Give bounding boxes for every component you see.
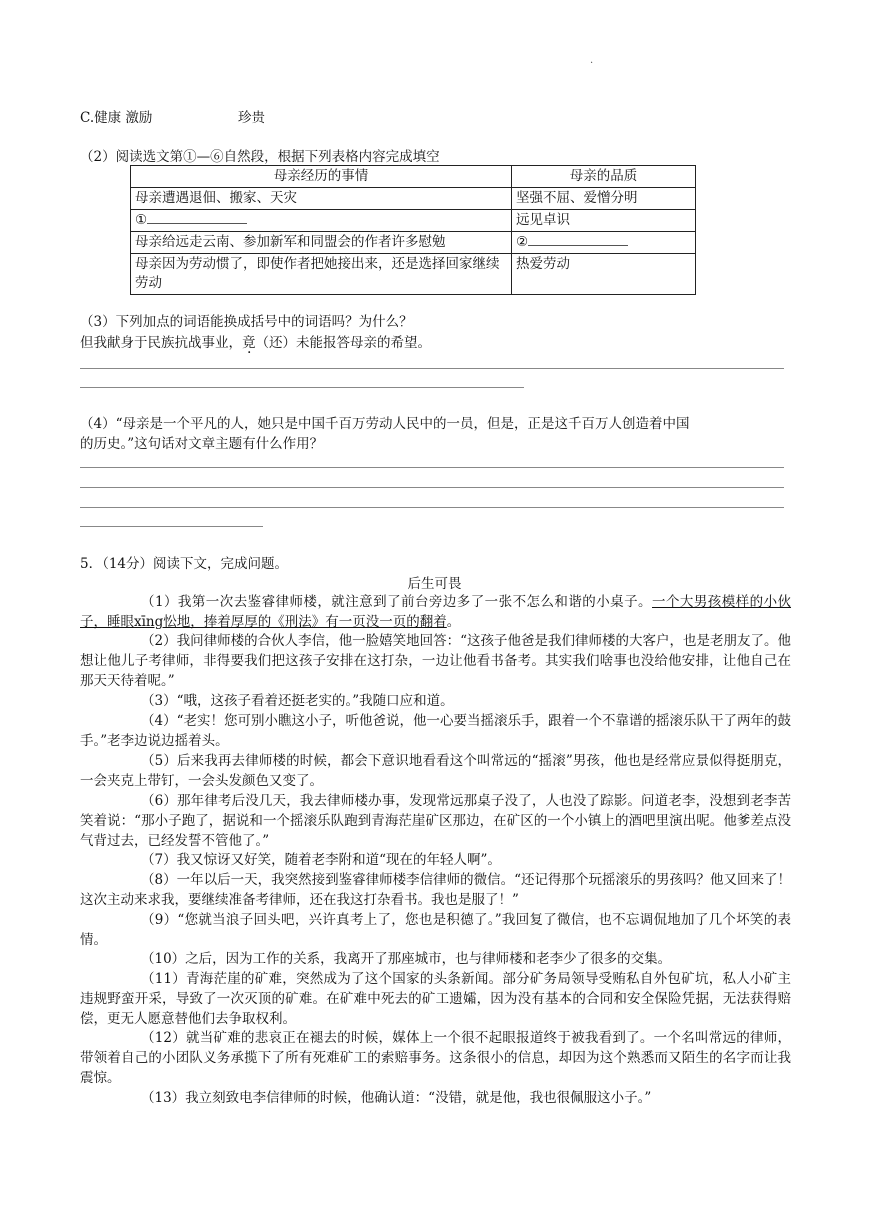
passage-title: 后生可畏 [407,576,462,592]
blank-2-label: ② [516,234,529,250]
q3-sentence-a: 但我献身于民族抗战事业， [80,335,242,351]
paragraph-text: （11）青海茫崖的矿难，突然成为了这个国家的头条新闻。部分矿务局领导受贿私自外包矿坑，私人小矿主违规野蛮开采，导致了一次灭顶的矿难。在矿难中死去的矿工遗孀，因为没有基本的合同和安全保险凭据，无法获得赔偿，更无人愿意替他们去争取权利。 [80,971,791,1027]
table-cell: 坚强不屈、爱憎分明 [512,188,696,210]
blank-1-label: ① [135,212,148,228]
table-header-row [131,166,696,188]
option-c-label: C.健康 激励 [80,110,153,126]
q2-prompt: （2）阅读选文第①—⑥自然段，根据下列表格内容完成填空 [80,149,440,165]
q3-dotted-word: 竟 [242,335,256,351]
table-cell [131,210,512,232]
passage-paragraph [80,631,791,691]
table-row [131,188,696,210]
table-cell: 热爱劳动 [512,254,696,295]
passage-paragraph [80,949,791,969]
answer-line[interactable] [80,507,784,508]
answer-line[interactable] [80,387,524,388]
passage-paragraph [80,711,791,751]
passage-paragraph [80,870,791,910]
paragraph-text: （5）后来我再去律师楼的时候，都会下意识地看看这个叫常远的“摇滚”男孩，他也是经常应景似得挺朋克，一会夹克上带钉，一会头发颜色又变了。 [80,753,791,789]
passage-paragraph [80,791,791,851]
paragraph-text: （3）“哦，这孩子看着还挺老实的。”我随口应和道。 [141,693,454,709]
paragraph-text: （7）我又惊讶又好笑，随着老李附和道“现在的年轻人啊”。 [141,852,501,868]
passage-paragraph [80,751,791,791]
q3-prompt: （3）下列加点的词语能换成括号中的词语吗？为什么？ [80,314,413,330]
table-cell: 母亲给远走云南、参加新军和同盟会的作者许多慰勉 [131,232,512,254]
q3-sentence-b: （还）未能报答母亲的希望。 [255,335,431,351]
passage-paragraph-1 [80,592,791,632]
passage-paragraph [80,1028,791,1088]
paragraph-text: （12）就当矿难的悲哀正在褪去的时候，媒体上一个很不起眼报道终于被我看到了。一个名叫常远的律师，带领着自己的小团队义务承揽下了所有死难矿工的索赔事务。这条很小的信息，却因为这个熟悉而又陌生的名字而让我震惊。 [80,1030,791,1086]
q4-prompt-line1: （4）“母亲是一个平凡的人，她只是中国千百万劳动人民中的一员，但是，正是这千百万人创造着中国 [80,416,690,432]
answer-line[interactable] [80,467,784,468]
paragraph-text: （4）“老实！您可别小瞧这小子，听他爸说，他一心要当摇滚乐手，跟着一个不靠谱的摇滚乐队干了两年的鼓手。”老李边说边摇着头。 [80,713,791,749]
passage-paragraph [80,1088,791,1108]
table-row [131,254,696,295]
passage-paragraph [80,691,791,711]
paragraph-text: （10）之后，因为工作的关系，我离开了那座城市，也与律师楼和老李少了很多的交集。 [141,951,672,967]
table-cell: 母亲遭遇退佃、搬家、天灾 [131,188,512,210]
q4-prompt-line2: 的历史。”这句话对文章主题有什么作用？ [80,436,324,452]
table-header-events: 母亲经历的事情 [131,166,512,188]
table-row [131,210,696,232]
q3-sentence [80,331,431,351]
p1-underlined: 一个大男孩模样的小伙子，睡眼xīng忪地，捧着厚厚的《刑法》有一页没一页的翻着 [80,594,792,630]
answer-line[interactable] [80,368,784,369]
table-cell [512,232,696,254]
table-row [131,232,696,254]
paragraph-text: （6）那年律考后没几天，我去律师楼办事，发现常远那桌子没了，人也没了踪影。问道老李，没想到老李苦笑着说：“那小子跑了，据说和一个摇滚乐队跑到青海茫崖矿区那边，在矿区的一个小镇上的酒吧里演出呢。他爹差点没气背过去，已经发誓不管他了。” [80,793,791,849]
passage-paragraph [80,850,791,870]
option-c [80,106,265,126]
answer-line[interactable] [80,487,784,488]
q2-table [130,165,696,295]
passage-paragraph [80,969,791,1029]
answer-line[interactable] [80,526,263,527]
p1-end: 。 [446,614,461,630]
p1-text: （1）我第一次去鉴睿律师楼，就注意到了前台旁边多了一张不怎么和谐的小桌子。 [141,594,653,610]
paragraph-text: （2）我问律师楼的合伙人李信，他一脸嬉笑地回答：“这孩子他爸是我们律师楼的大客户，也是老朋友了。他想让他儿子考律师，非得要我们把这孩子安排在这打杂，一边让他看书备考。其实我们啥事也没给他安排，让他自己在那天天待着呢。” [80,633,791,689]
header-dot: . [590,55,594,66]
paragraph-text: （8）一年以后一天，我突然接到鉴睿律师楼李信律师的微信。“还记得那个玩摇滚乐的男孩吗？他又回来了！这次主动来求我，要继续准备考律师，还在我这打杂看书。我也是服了！” [80,872,791,908]
table-header-qualities: 母亲的品质 [512,166,696,188]
q5-prompt: 5．（14分）阅读下文，完成问题。 [80,556,289,572]
paragraph-text: （13）我立刻致电李信律师的时候，他确认道：“没错，就是他，我也很佩服这小子。” [141,1090,652,1106]
option-c-word: 珍贵 [238,110,265,126]
table-cell: 母亲因为劳动惯了，即使作者把她接出来，还是选择回家继续劳动 [131,254,512,295]
table-cell: 远见卓识 [512,210,696,232]
paragraph-text: （9）“您就当浪子回头吧，兴许真考上了，您也是积德了。”我回复了微信，也不忘调侃地加了几个坏笑的表情。 [80,912,791,948]
blank-2-field[interactable] [528,233,628,246]
blank-1-field[interactable] [147,211,247,224]
passage-paragraph [80,910,791,950]
